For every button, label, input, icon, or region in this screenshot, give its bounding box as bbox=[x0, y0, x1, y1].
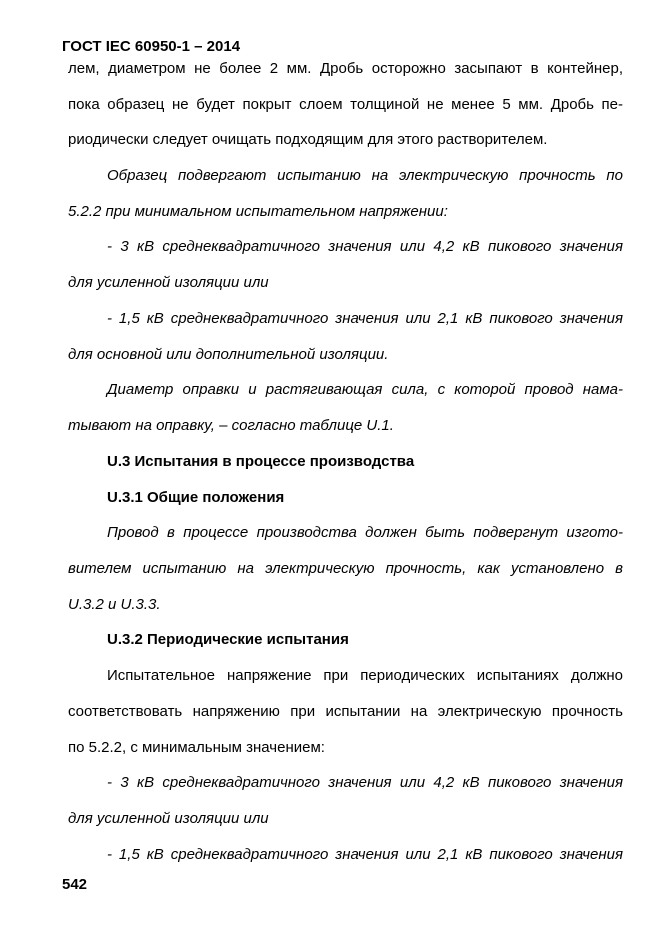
text-line: соответствовать напряжению при испытании на электрическую прочность bbox=[68, 703, 623, 720]
text-line: лем, диаметром не более 2 мм. Дробь осторожно засыпают в контейнер, bbox=[68, 60, 623, 77]
text-line: - 3 кВ среднеквадратичного значения или 4,2 кВ пикового значения bbox=[107, 238, 623, 255]
section-heading: U.3.1 Общие положения bbox=[107, 489, 285, 506]
section-heading: U.3 Испытания в процессе производства bbox=[107, 453, 415, 470]
text-line: пока образец не будет покрыт слоем толщиной не менее 5 мм. Дробь пе- bbox=[68, 96, 623, 113]
text-line: 5.2.2 при минимальном испытательном напряжении: bbox=[68, 203, 448, 220]
text-line: U.3.2 и U.3.3. bbox=[68, 596, 161, 613]
text-line: риодически следует очищать подходящим для этого растворителем. bbox=[68, 131, 548, 148]
text-line: Диаметр оправки и растягивающая сила, с которой провод нама- bbox=[107, 381, 623, 398]
text-line: тывают на оправку, – согласно таблице U.1. bbox=[68, 417, 394, 434]
text-line: для основной или дополнительной изоляции. bbox=[68, 346, 389, 363]
text-line: - 1,5 кВ среднеквадратичного значения или 2,1 кВ пикового значения bbox=[107, 846, 623, 863]
text-line: Провод в процессе производства должен быть подвергнут изгото- bbox=[107, 524, 623, 541]
text-line: вителем испытанию на электрическую прочность, как установлено в bbox=[68, 560, 623, 577]
text-line: для усиленной изоляции или bbox=[68, 810, 269, 827]
text-line: по 5.2.2, с минимальным значением: bbox=[68, 739, 325, 756]
page-number: 542 bbox=[62, 876, 88, 893]
text-line: Образец подвергают испытанию на электрическую прочность по bbox=[107, 167, 623, 184]
section-heading: U.3.2 Периодические испытания bbox=[107, 631, 349, 648]
text-line: Испытательное напряжение при периодических испытаниях должно bbox=[107, 667, 623, 684]
text-line: - 3 кВ среднеквадратичного значения или 4,2 кВ пикового значения bbox=[107, 774, 623, 791]
text-line: - 1,5 кВ среднеквадратичного значения или 2,1 кВ пикового значения bbox=[107, 310, 623, 327]
document-header: ГОСТ IEC 60950-1 – 2014 bbox=[62, 38, 241, 55]
text-line: для усиленной изоляции или bbox=[68, 274, 269, 291]
